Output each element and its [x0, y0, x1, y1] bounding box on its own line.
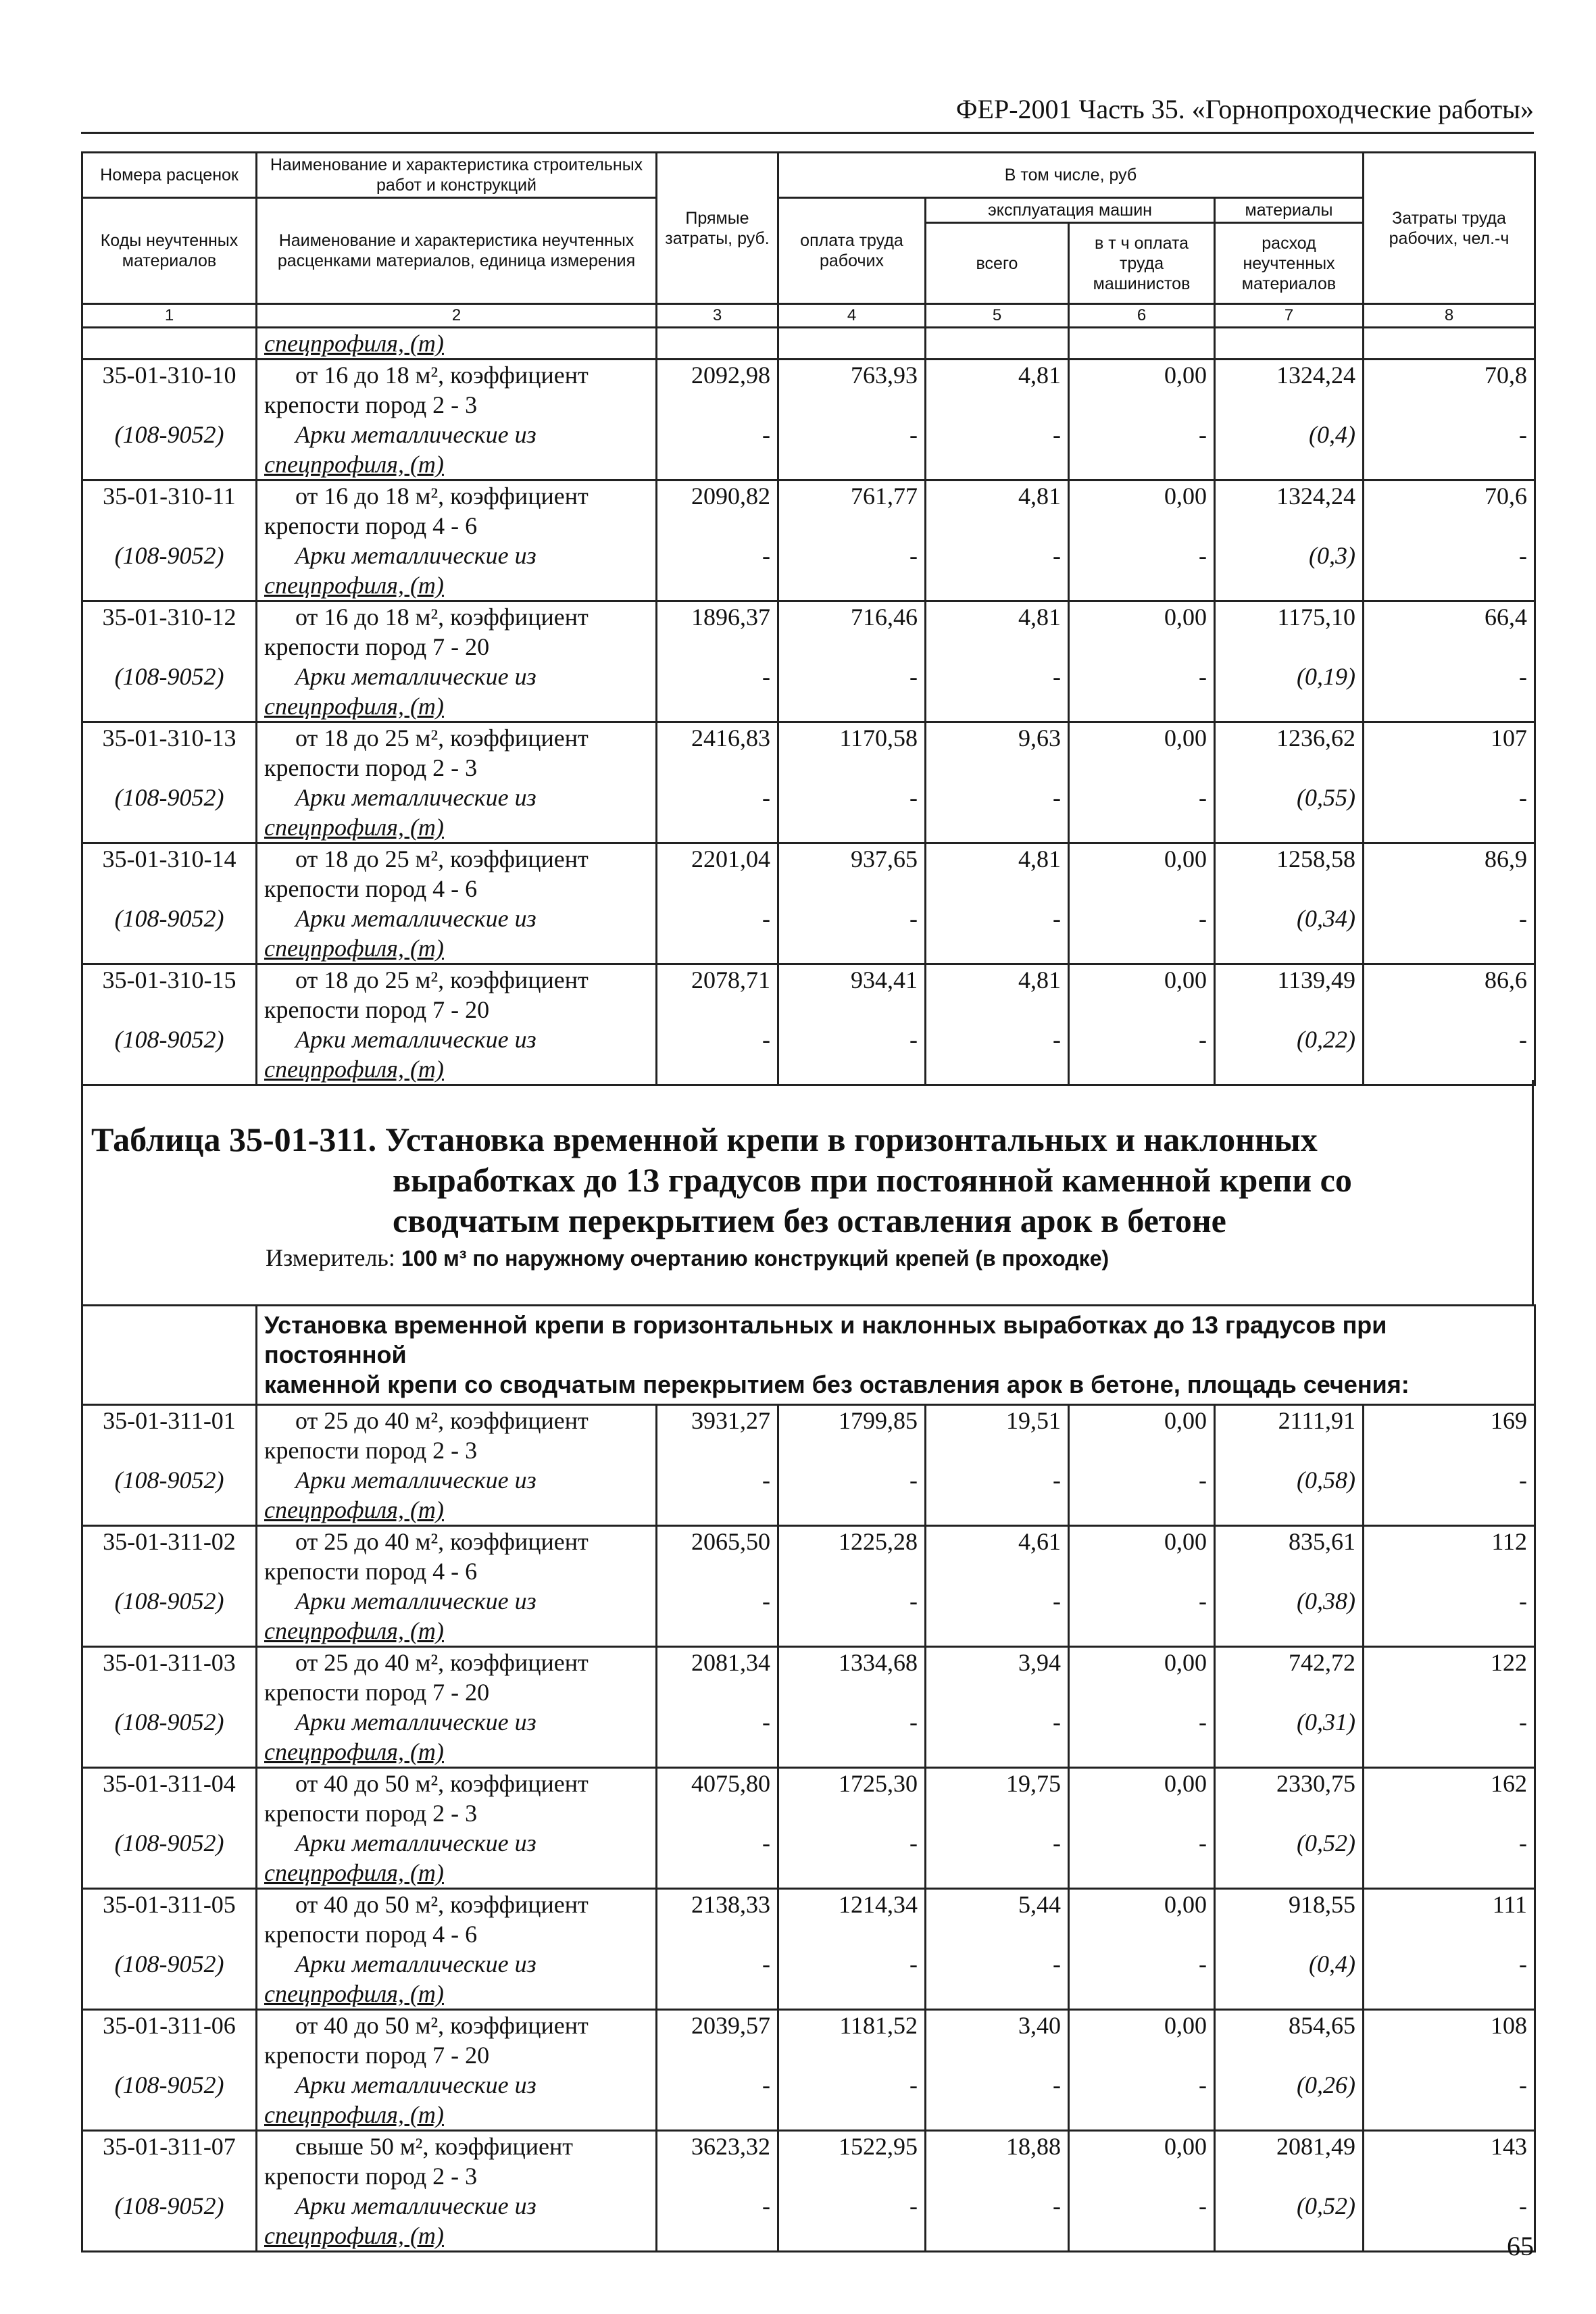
material-description-cont: спецпрофиля, (т)	[257, 812, 657, 843]
dash: -	[1364, 783, 1535, 812]
dash: -	[926, 783, 1069, 812]
labor-pay: 761,77	[778, 481, 926, 512]
rate-code: 35-01-310-10	[82, 360, 257, 391]
material-code: (108-9052)	[82, 1586, 257, 1616]
work-description-cont: крепости пород 7 - 20	[257, 632, 657, 662]
materials-cost: 835,61	[1215, 1526, 1364, 1557]
material-quantity: (0,55)	[1215, 783, 1364, 812]
material-description: Арки металлические из	[257, 2070, 657, 2100]
operators-pay: 0,00	[1069, 722, 1215, 754]
operators-pay: 0,00	[1069, 1405, 1215, 1436]
labor-pay: 763,93	[778, 360, 926, 391]
work-description-cont: крепости пород 4 - 6	[257, 1919, 657, 1949]
dash: -	[1069, 541, 1215, 570]
material-code: (108-9052)	[82, 2070, 257, 2100]
work-description-cont: крепости пород 4 - 6	[257, 511, 657, 541]
material-code: (108-9052)	[82, 1828, 257, 1858]
labor-hours: 86,9	[1364, 843, 1535, 875]
direct-cost: 2039,57	[657, 2010, 778, 2041]
labor-pay: 1799,85	[778, 1405, 926, 1436]
dash: -	[778, 904, 926, 933]
work-description-cont: крепости пород 7 - 20	[257, 1677, 657, 1707]
material-description-cont: спецпрофиля, (т)	[257, 570, 657, 601]
material-quantity: (0,3)	[1215, 541, 1364, 570]
col-labor-hours-header: Затраты труда рабочих, чел.-ч	[1364, 153, 1535, 304]
dash: -	[657, 1707, 778, 1737]
work-description: от 16 до 18 м², коэффициент	[257, 601, 657, 633]
materials-cost: 1236,62	[1215, 722, 1364, 754]
dash: -	[657, 662, 778, 691]
work-description: от 16 до 18 м², коэффициент	[257, 360, 657, 391]
materials-cost: 854,65	[1215, 2010, 1364, 2041]
dash: -	[778, 420, 926, 449]
dash: -	[778, 783, 926, 812]
labor-hours: 86,6	[1364, 964, 1535, 995]
material-quantity: (0,26)	[1215, 2070, 1364, 2100]
work-description: от 40 до 50 м², коэффициент	[257, 1768, 657, 1799]
material-code: (108-9052)	[82, 783, 257, 812]
rate-code: 35-01-311-05	[82, 1889, 257, 1920]
material-code: (108-9052)	[82, 904, 257, 933]
labor-hours: 111	[1364, 1889, 1535, 1920]
labor-hours: 108	[1364, 2010, 1535, 2041]
work-description-cont: крепости пород 4 - 6	[257, 874, 657, 904]
col-number: 1	[82, 304, 257, 328]
machines-total: 3,94	[926, 1647, 1069, 1678]
direct-cost: 2138,33	[657, 1889, 778, 1920]
rates-table-35-01-311	[81, 1304, 1536, 2253]
dash: -	[1364, 1465, 1535, 1495]
materials-cost: 1258,58	[1215, 843, 1364, 875]
rate-code: 35-01-311-02	[82, 1526, 257, 1557]
operators-pay: 0,00	[1069, 1889, 1215, 1920]
dash: -	[1364, 1828, 1535, 1858]
work-description: от 25 до 40 м², коэффициент	[257, 1647, 657, 1678]
col-materials-header: материалы	[1215, 198, 1364, 223]
dash: -	[657, 1586, 778, 1616]
operators-pay: 0,00	[1069, 1526, 1215, 1557]
work-description: от 18 до 25 м², коэффициент	[257, 722, 657, 754]
labor-hours: 122	[1364, 1647, 1535, 1678]
machines-total: 4,81	[926, 843, 1069, 875]
operators-pay: 0,00	[1069, 843, 1215, 875]
col-machines-header: эксплуатация машин	[926, 198, 1215, 223]
dash: -	[657, 1828, 778, 1858]
material-description: Арки металлические из	[257, 662, 657, 691]
labor-pay: 1214,34	[778, 1889, 926, 1920]
labor-pay: 1170,58	[778, 722, 926, 754]
col-material-code-header: Коды неучтенных материалов	[82, 198, 257, 304]
labor-pay: 1181,52	[778, 2010, 926, 2041]
work-description-cont: крепости пород 2 - 3	[257, 2161, 657, 2191]
material-quantity: (0,38)	[1215, 1586, 1364, 1616]
dash: -	[1069, 1949, 1215, 1979]
dash: -	[1069, 420, 1215, 449]
rate-code: 35-01-311-07	[82, 2131, 257, 2162]
labor-pay: 1225,28	[778, 1526, 926, 1557]
material-description-cont: спецпрофиля, (т)	[257, 1737, 657, 1768]
material-quantity: (0,58)	[1215, 1465, 1364, 1495]
labor-hours: 66,4	[1364, 601, 1535, 633]
dash: -	[1069, 783, 1215, 812]
dash: -	[657, 541, 778, 570]
material-code: (108-9052)	[82, 2191, 257, 2221]
material-description-cont: спецпрофиля, (т)	[257, 2221, 657, 2252]
material-code: (108-9052)	[82, 541, 257, 570]
material-code: (108-9052)	[82, 1707, 257, 1737]
labor-pay: 1334,68	[778, 1647, 926, 1678]
material-quantity: (0,52)	[1215, 2191, 1364, 2221]
dash: -	[778, 541, 926, 570]
work-description: от 40 до 50 м², коэффициент	[257, 1889, 657, 1920]
operators-pay: 0,00	[1069, 964, 1215, 995]
material-code: (108-9052)	[82, 1465, 257, 1495]
machines-total: 4,81	[926, 601, 1069, 633]
col-number: 3	[657, 304, 778, 328]
labor-hours: 70,8	[1364, 360, 1535, 391]
dash: -	[778, 1949, 926, 1979]
machines-total: 19,75	[926, 1768, 1069, 1799]
material-description: Арки металлические из	[257, 420, 657, 449]
direct-cost: 2090,82	[657, 481, 778, 512]
dash: -	[1069, 1828, 1215, 1858]
rate-code: 35-01-310-11	[82, 481, 257, 512]
dash: -	[657, 1465, 778, 1495]
material-description: Арки металлические из	[257, 1707, 657, 1737]
labor-pay: 937,65	[778, 843, 926, 875]
col-work-name-header: Наименование и характеристика строительных работ и конструкций	[257, 153, 657, 198]
operators-pay: 0,00	[1069, 1647, 1215, 1678]
dash: -	[926, 541, 1069, 570]
labor-pay: 1725,30	[778, 1768, 926, 1799]
rates-table-35-01-310	[81, 151, 1536, 1086]
col-number: 7	[1215, 304, 1364, 328]
material-code: (108-9052)	[82, 1025, 257, 1054]
dash: -	[657, 2191, 778, 2221]
rate-code: 35-01-311-03	[82, 1647, 257, 1678]
work-description: от 40 до 50 м², коэффициент	[257, 2010, 657, 2041]
dash: -	[778, 1025, 926, 1054]
material-description: Арки металлические из	[257, 1949, 657, 1979]
material-description: Арки металлические из	[257, 541, 657, 570]
col-number: 6	[1069, 304, 1215, 328]
direct-cost: 2416,83	[657, 722, 778, 754]
direct-cost: 2078,71	[657, 964, 778, 995]
materials-cost: 1139,49	[1215, 964, 1364, 995]
work-description-cont: крепости пород 7 - 20	[257, 995, 657, 1025]
materials-cost: 2081,49	[1215, 2131, 1364, 2162]
machines-total: 4,61	[926, 1526, 1069, 1557]
col-rate-number-header: Номера расценок	[82, 153, 257, 198]
material-description: Арки металлические из	[257, 1828, 657, 1858]
dash: -	[1069, 662, 1215, 691]
labor-hours: 70,6	[1364, 481, 1535, 512]
col-number: 4	[778, 304, 926, 328]
measure-unit: Измеритель: 100 м³ по наружному очертанию конструкций крепей (в проходке)	[266, 1244, 1109, 1271]
material-description-cont: спецпрофиля, (т)	[257, 449, 657, 481]
work-description: свыше 50 м², коэффициент	[257, 2131, 657, 2162]
material-quantity: (0,31)	[1215, 1707, 1364, 1737]
col-material-name-header: Наименование и характеристика неучтенных расценками материалов, единица измерения	[257, 198, 657, 304]
dash: -	[926, 1025, 1069, 1054]
direct-cost: 2092,98	[657, 360, 778, 391]
col-number: 2	[257, 304, 657, 328]
direct-cost: 2081,34	[657, 1647, 778, 1678]
machines-total: 18,88	[926, 2131, 1069, 2162]
machines-total: 4,81	[926, 481, 1069, 512]
materials-cost: 918,55	[1215, 1889, 1364, 1920]
dash: -	[926, 1707, 1069, 1737]
dash: -	[778, 1586, 926, 1616]
continuation-text: спецпрофиля, (т)	[257, 328, 657, 360]
dash: -	[926, 1949, 1069, 1979]
dash: -	[926, 2191, 1069, 2221]
dash: -	[1364, 662, 1535, 691]
rate-code: 35-01-310-15	[82, 964, 257, 995]
dash: -	[1364, 1949, 1535, 1979]
rate-code: 35-01-311-04	[82, 1768, 257, 1799]
work-description: от 16 до 18 м², коэффициент	[257, 481, 657, 512]
dash: -	[778, 2070, 926, 2100]
direct-cost: 3623,32	[657, 2131, 778, 2162]
col-machines-total-header: всего	[926, 223, 1069, 304]
work-description: от 25 до 40 м², коэффициент	[257, 1526, 657, 1557]
material-description: Арки металлические из	[257, 783, 657, 812]
dash: -	[657, 1025, 778, 1054]
dash: -	[1364, 1707, 1535, 1737]
col-number: 5	[926, 304, 1069, 328]
dash: -	[657, 2070, 778, 2100]
work-description-cont: крепости пород 7 - 20	[257, 2040, 657, 2070]
material-description-cont: спецпрофиля, (т)	[257, 1858, 657, 1889]
materials-cost: 1324,24	[1215, 360, 1364, 391]
rate-code: 35-01-310-12	[82, 601, 257, 633]
dash: -	[1069, 1465, 1215, 1495]
col-materials-usage-header: расход неучтенных материалов	[1215, 223, 1364, 304]
work-description: от 18 до 25 м², коэффициент	[257, 964, 657, 995]
material-description: Арки металлические из	[257, 1586, 657, 1616]
material-quantity: (0,34)	[1215, 904, 1364, 933]
col-direct-costs-header: Прямые затраты, руб.	[657, 153, 778, 304]
col-including-header: В том числе, руб	[778, 153, 1364, 198]
operators-pay: 0,00	[1069, 1768, 1215, 1799]
materials-cost: 742,72	[1215, 1647, 1364, 1678]
materials-cost: 2330,75	[1215, 1768, 1364, 1799]
direct-cost: 1896,37	[657, 601, 778, 633]
material-code: (108-9052)	[82, 1949, 257, 1979]
dash: -	[1069, 1025, 1215, 1054]
material-description-cont: спецпрофиля, (т)	[257, 1616, 657, 1647]
material-quantity: (0,4)	[1215, 420, 1364, 449]
dash: -	[657, 783, 778, 812]
dash: -	[657, 420, 778, 449]
operators-pay: 0,00	[1069, 481, 1215, 512]
operators-pay: 0,00	[1069, 2010, 1215, 2041]
work-description-cont: крепости пород 2 - 3	[257, 1798, 657, 1828]
direct-cost: 2201,04	[657, 843, 778, 875]
dash: -	[926, 1465, 1069, 1495]
dash: -	[778, 2191, 926, 2221]
running-header: ФЕР-2001 Часть 35. «Горнопроходческие работы»	[81, 93, 1534, 134]
dash: -	[926, 420, 1069, 449]
labor-pay: 934,41	[778, 964, 926, 995]
material-description: Арки металлические из	[257, 2191, 657, 2221]
dash: -	[778, 1707, 926, 1737]
dash: -	[926, 662, 1069, 691]
labor-hours: 107	[1364, 722, 1535, 754]
dash: -	[926, 904, 1069, 933]
machines-total: 4,81	[926, 360, 1069, 391]
section-heading: Установка временной крепи в горизонтальных и наклонных выработках до 13 градусов при постоянной каменной крепи со сводчатым перекрытием без оставления арок в бетоне, площадь сечения:	[257, 1306, 1535, 1405]
dash: -	[1069, 1586, 1215, 1616]
material-quantity: (0,22)	[1215, 1025, 1364, 1054]
dash: -	[926, 2070, 1069, 2100]
col-labor-pay-header: оплата труда рабочих	[778, 198, 926, 304]
materials-cost: 1324,24	[1215, 481, 1364, 512]
direct-cost: 3931,27	[657, 1405, 778, 1436]
dash: -	[778, 1828, 926, 1858]
dash: -	[1364, 2191, 1535, 2221]
material-description-cont: спецпрофиля, (т)	[257, 1979, 657, 2010]
col-number: 8	[1364, 304, 1535, 328]
table-title: Таблица 35-01-311. Установка временной крепи в горизонтальных и наклонных	[91, 1121, 1318, 1158]
labor-hours: 143	[1364, 2131, 1535, 2162]
material-description: Арки металлические из	[257, 904, 657, 933]
machines-total: 5,44	[926, 1889, 1069, 1920]
rate-code: 35-01-311-06	[82, 2010, 257, 2041]
material-description-cont: спецпрофиля, (т)	[257, 1495, 657, 1526]
dash: -	[1364, 904, 1535, 933]
direct-cost: 4075,80	[657, 1768, 778, 1799]
material-description: Арки металлические из	[257, 1025, 657, 1054]
labor-pay: 1522,95	[778, 2131, 926, 2162]
material-description-cont: спецпрофиля, (т)	[257, 1054, 657, 1085]
material-description-cont: спецпрофиля, (т)	[257, 691, 657, 722]
table-35-01-311-title-block	[81, 1080, 1534, 1304]
dash: -	[1364, 420, 1535, 449]
work-description-cont: крепости пород 2 - 3	[257, 390, 657, 420]
operators-pay: 0,00	[1069, 2131, 1215, 2162]
material-quantity: (0,52)	[1215, 1828, 1364, 1858]
table-title-cont: выработках до 13 градусов при постоянной каменной крепи со	[393, 1161, 1352, 1199]
machines-total: 3,40	[926, 2010, 1069, 2041]
dash: -	[657, 1949, 778, 1979]
material-description: Арки металлические из	[257, 1465, 657, 1495]
page-number: 65	[1507, 2231, 1534, 2261]
dash: -	[1364, 2070, 1535, 2100]
machines-total: 4,81	[926, 964, 1069, 995]
material-quantity: (0,4)	[1215, 1949, 1364, 1979]
col-operators-pay-header: в т ч оплата труда машинистов	[1069, 223, 1215, 304]
work-description-cont: крепости пород 2 - 3	[257, 753, 657, 783]
dash: -	[1364, 1586, 1535, 1616]
work-description: от 18 до 25 м², коэффициент	[257, 843, 657, 875]
material-description-cont: спецпрофиля, (т)	[257, 2100, 657, 2131]
machines-total: 19,51	[926, 1405, 1069, 1436]
operators-pay: 0,00	[1069, 360, 1215, 391]
direct-cost: 2065,50	[657, 1526, 778, 1557]
dash: -	[926, 1828, 1069, 1858]
materials-cost: 2111,91	[1215, 1405, 1364, 1436]
material-quantity: (0,19)	[1215, 662, 1364, 691]
work-description-cont: крепости пород 4 - 6	[257, 1556, 657, 1586]
rate-code: 35-01-311-01	[82, 1405, 257, 1436]
rate-code: 35-01-310-14	[82, 843, 257, 875]
dash: -	[1364, 1025, 1535, 1054]
dash: -	[1069, 1707, 1215, 1737]
machines-total: 9,63	[926, 722, 1069, 754]
table-title-cont: сводчатым перекрытием без оставления арок в бетоне	[393, 1202, 1226, 1239]
dash: -	[926, 1586, 1069, 1616]
dash: -	[1069, 2191, 1215, 2221]
dash: -	[1069, 2070, 1215, 2100]
material-description-cont: спецпрофиля, (т)	[257, 933, 657, 964]
dash: -	[778, 662, 926, 691]
labor-pay: 716,46	[778, 601, 926, 633]
dash: -	[657, 904, 778, 933]
dash: -	[1069, 904, 1215, 933]
rate-code: 35-01-310-13	[82, 722, 257, 754]
labor-hours: 169	[1364, 1405, 1535, 1436]
labor-hours: 162	[1364, 1768, 1535, 1799]
work-description: от 25 до 40 м², коэффициент	[257, 1405, 657, 1436]
operators-pay: 0,00	[1069, 601, 1215, 633]
work-description-cont: крепости пород 2 - 3	[257, 1435, 657, 1465]
labor-hours: 112	[1364, 1526, 1535, 1557]
dash: -	[1364, 541, 1535, 570]
material-code: (108-9052)	[82, 662, 257, 691]
materials-cost: 1175,10	[1215, 601, 1364, 633]
dash: -	[778, 1465, 926, 1495]
material-code: (108-9052)	[82, 420, 257, 449]
